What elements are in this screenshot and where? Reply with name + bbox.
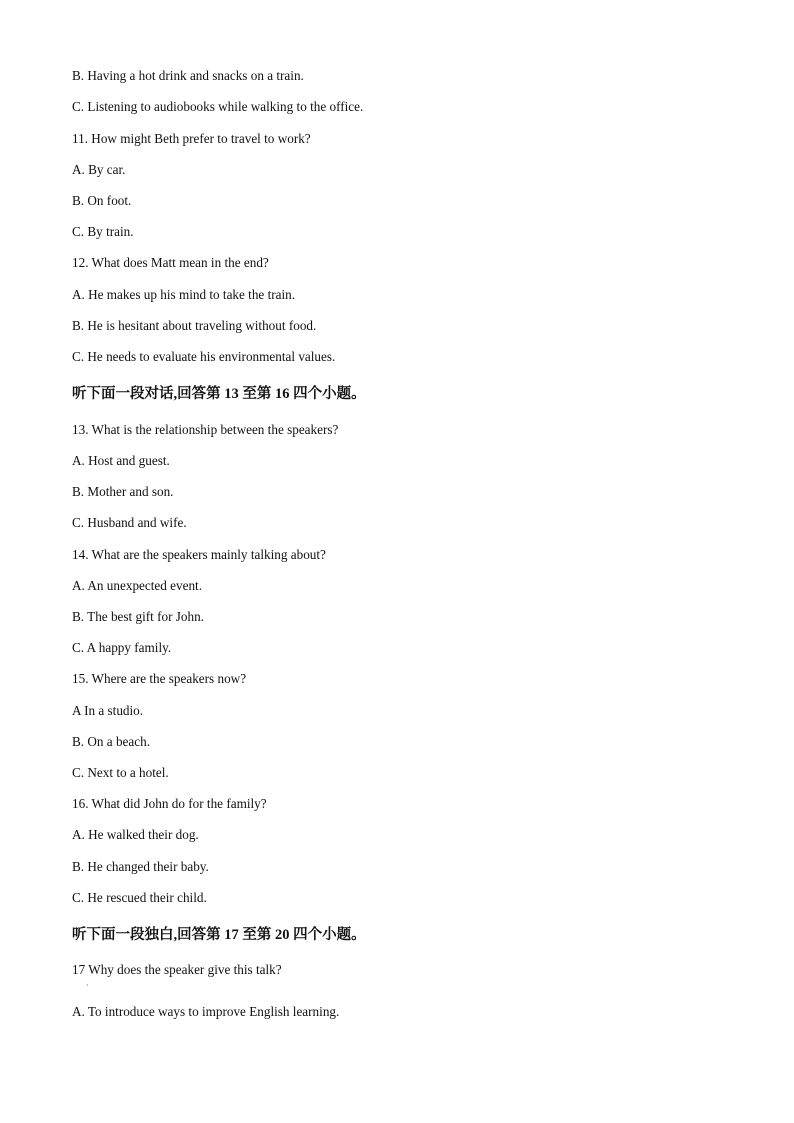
option-c-q12: C. He needs to evaluate his environmental values.	[72, 349, 336, 364]
option-b-q12: B. He is hesitant about traveling without food.	[72, 318, 317, 333]
option-c-q11: C. By train.	[72, 224, 134, 239]
question-17: 17 Why does the speaker give this talk?	[72, 962, 282, 977]
question-11: 11. How might Beth prefer to travel to work?	[72, 131, 311, 146]
option-c-q14: C. A happy family.	[72, 640, 172, 655]
option-b-q13: B. Mother and son.	[72, 484, 174, 499]
option-b-q16: B. He changed their baby.	[72, 859, 209, 874]
option-c-q13: C. Husband and wife.	[72, 515, 187, 530]
question-16: 16. What did John do for the family?	[72, 796, 267, 811]
option-b-q11: B. On foot.	[72, 193, 132, 208]
question-12: 12. What does Matt mean in the end?	[72, 255, 269, 270]
option-c-q16: C. He rescued their child.	[72, 890, 207, 905]
option-a-q15: A In a studio.	[72, 703, 144, 718]
option-a-q16: A. He walked their dog.	[72, 827, 199, 842]
section-heading-17-20: 听下面一段独白,回答第 17 至第 20 四个小题。	[72, 927, 366, 943]
option-c-q10: C. Listening to audiobooks while walking to the office.	[72, 99, 364, 114]
option-c-q15: C. Next to a hotel.	[72, 765, 169, 780]
question-15: 15. Where are the speakers now?	[72, 671, 247, 686]
question-14: 14. What are the speakers mainly talking about?	[72, 547, 326, 562]
question-13: 13. What is the relationship between the speakers?	[72, 422, 339, 437]
option-a-q14: A. An unexpected event.	[72, 578, 203, 593]
option-b-q15: B. On a beach.	[72, 734, 150, 749]
option-a-q13: A. Host and guest.	[72, 453, 170, 468]
option-a-q17: A. To introduce ways to improve English learning.	[72, 1004, 340, 1019]
option-a-q11: A. By car.	[72, 162, 126, 177]
option-b-q10: B. Having a hot drink and snacks on a train.	[72, 68, 304, 83]
option-a-q12: A. He makes up his mind to take the train.	[72, 287, 296, 302]
option-b-q14: B. The best gift for John.	[72, 609, 204, 624]
section-heading-13-16: 听下面一段对话,回答第 13 至第 16 四个小题。	[72, 386, 366, 402]
stray-dot-mark: ·	[86, 981, 89, 990]
